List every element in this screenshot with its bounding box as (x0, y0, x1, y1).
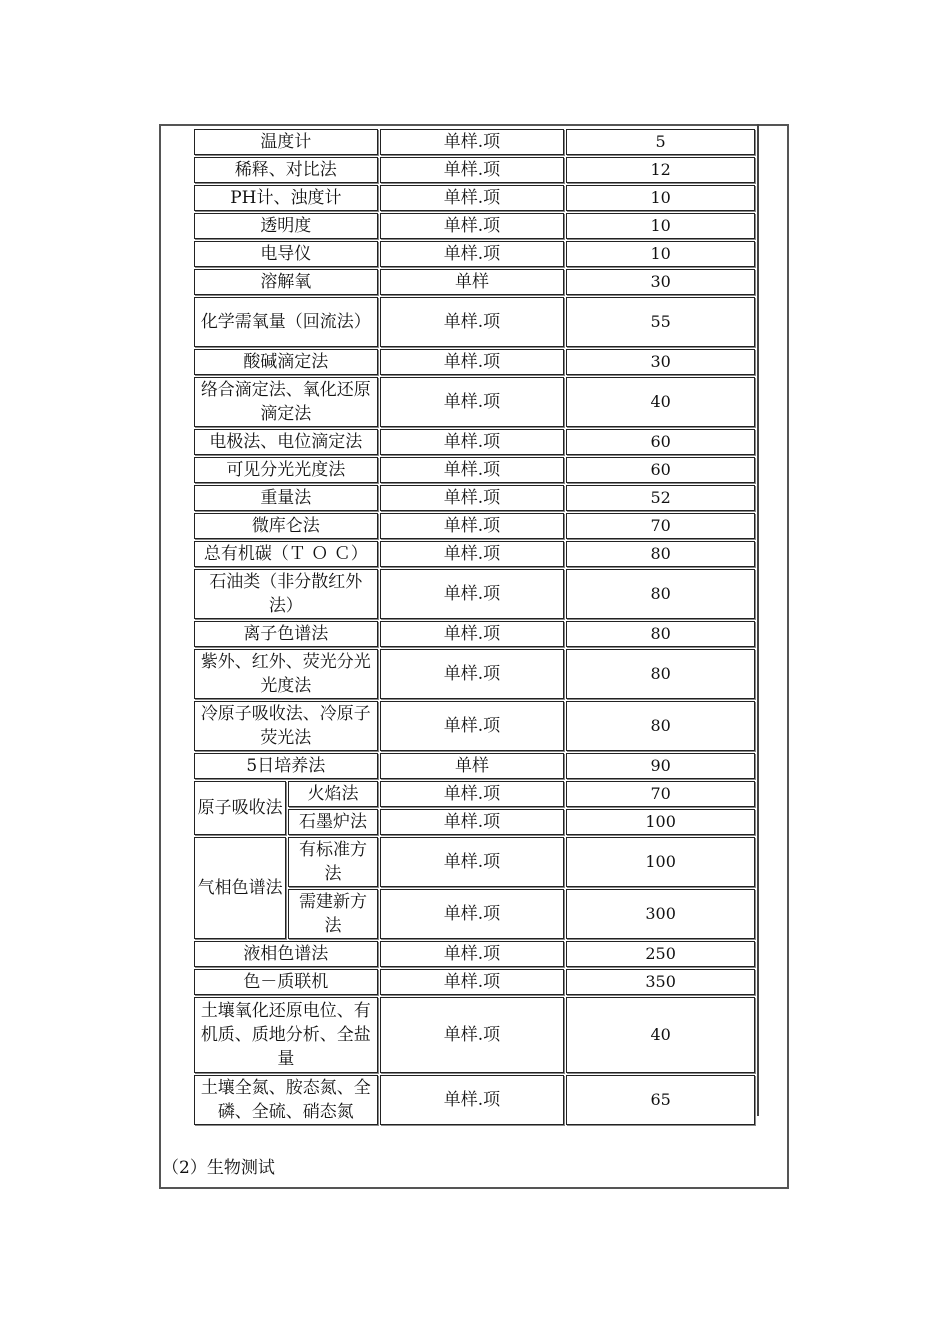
unit-cell: 单样.项 (380, 837, 565, 887)
table-row (194, 297, 755, 347)
unit-cell: 单样.项 (380, 241, 565, 267)
price-cell: 60 (566, 429, 755, 455)
method-cell: 土壤全氮、胺态氮、全磷、全硫、硝态氮 (194, 1075, 378, 1125)
unit-cell: 单样.项 (380, 649, 565, 699)
section-heading: （2）生物测试 (162, 1158, 275, 1178)
table-row (194, 649, 755, 699)
table-row (194, 377, 755, 427)
price-cell: 80 (566, 621, 755, 647)
unit-cell: 单样.项 (380, 485, 565, 511)
unit-cell: 单样.项 (380, 889, 565, 939)
group-cell: 气相色谱法 (194, 837, 286, 939)
table-row (194, 457, 755, 483)
price-cell: 30 (566, 269, 755, 295)
price-cell: 80 (566, 701, 755, 751)
method-cell: 透明度 (194, 213, 378, 239)
unit-cell: 单样.项 (380, 185, 565, 211)
method-cell: 紫外、红外、荧光分光光度法 (194, 649, 378, 699)
table-row (194, 541, 755, 567)
price-cell: 5 (566, 129, 755, 155)
method-cell: 离子色谱法 (194, 621, 378, 647)
table-row (194, 213, 755, 239)
unit-cell: 单样.项 (380, 541, 565, 567)
method-cell: 温度计 (194, 129, 378, 155)
method-cell: 土壤氧化还原电位、有机质、质地分析、全盐量 (194, 997, 378, 1073)
table-row (194, 269, 755, 295)
unit-cell: 单样.项 (380, 349, 565, 375)
table-row (194, 969, 755, 995)
price-cell: 55 (566, 297, 755, 347)
unit-cell: 单样.项 (380, 377, 565, 427)
unit-cell: 单样.项 (380, 129, 565, 155)
unit-cell: 单样.项 (380, 1075, 565, 1125)
unit-cell: 单样.项 (380, 969, 565, 995)
price-cell: 250 (566, 941, 755, 967)
price-cell: 12 (566, 157, 755, 183)
method-cell: 色－质联机 (194, 969, 378, 995)
price-cell: 80 (566, 649, 755, 699)
unit-cell: 单样.项 (380, 621, 565, 647)
table-row (194, 485, 755, 511)
unit-cell: 单样.项 (380, 781, 565, 807)
table-row (194, 429, 755, 455)
table-row (194, 781, 755, 807)
price-cell: 65 (566, 1075, 755, 1125)
method-cell: 稀释、对比法 (194, 157, 378, 183)
price-cell: 90 (566, 753, 755, 779)
unit-cell: 单样.项 (380, 297, 565, 347)
unit-cell: 单样.项 (380, 513, 565, 539)
table-row (194, 185, 755, 211)
price-cell: 10 (566, 185, 755, 211)
table-row (194, 837, 755, 887)
method-cell: 酸碱滴定法 (194, 349, 378, 375)
price-cell: 300 (566, 889, 755, 939)
price-cell: 100 (566, 837, 755, 887)
method-cell: 溶解氧 (194, 269, 378, 295)
price-cell: 100 (566, 809, 755, 835)
method-cell: 络合滴定法、氧化还原滴定法 (194, 377, 378, 427)
method-cell: 化学需氧量（回流法） (194, 297, 378, 347)
table-row (194, 941, 755, 967)
method-cell: PH计、浊度计 (194, 185, 378, 211)
method-cell: 石墨炉法 (288, 809, 377, 835)
unit-cell: 单样.项 (380, 213, 565, 239)
table-right-rule (757, 124, 759, 1116)
table-row (194, 157, 755, 183)
table-row (194, 701, 755, 751)
method-cell: 冷原子吸收法、冷原子荧光法 (194, 701, 378, 751)
method-cell: 总有机碳（Ｔ Ｏ Ｃ） (194, 541, 378, 567)
group-cell: 原子吸收法 (194, 781, 286, 835)
method-cell: 电极法、电位滴定法 (194, 429, 378, 455)
unit-cell: 单样.项 (380, 941, 565, 967)
table-row (194, 621, 755, 647)
unit-cell: 单样.项 (380, 997, 565, 1073)
method-cell: 电导仪 (194, 241, 378, 267)
table-row (194, 129, 755, 155)
table-row (194, 997, 755, 1073)
method-cell: 石油类（非分散红外法） (194, 569, 378, 619)
price-cell: 80 (566, 541, 755, 567)
method-cell: 有标准方法 (288, 837, 377, 887)
method-cell: 需建新方法 (288, 889, 377, 939)
table-row (194, 513, 755, 539)
price-cell: 10 (566, 213, 755, 239)
unit-cell: 单样.项 (380, 457, 565, 483)
price-cell: 60 (566, 457, 755, 483)
table-row (194, 349, 755, 375)
method-cell: 液相色谱法 (194, 941, 378, 967)
price-cell: 40 (566, 997, 755, 1073)
price-cell: 10 (566, 241, 755, 267)
method-cell: 重量法 (194, 485, 378, 511)
table-row (194, 753, 755, 779)
method-cell: 火焰法 (288, 781, 377, 807)
unit-cell: 单样 (380, 269, 565, 295)
price-cell: 52 (566, 485, 755, 511)
price-cell: 30 (566, 349, 755, 375)
unit-cell: 单样.项 (380, 809, 565, 835)
table-row (194, 1075, 755, 1125)
unit-cell: 单样.项 (380, 569, 565, 619)
unit-cell: 单样.项 (380, 157, 565, 183)
price-cell: 70 (566, 513, 755, 539)
method-cell: 5日培养法 (194, 753, 378, 779)
method-cell: 可见分光光度法 (194, 457, 378, 483)
table-row (194, 569, 755, 619)
method-cell: 微库仑法 (194, 513, 378, 539)
price-cell: 350 (566, 969, 755, 995)
table-row (194, 241, 755, 267)
price-cell: 40 (566, 377, 755, 427)
unit-cell: 单样.项 (380, 701, 565, 751)
unit-cell: 单样.项 (380, 429, 565, 455)
unit-cell: 单样 (380, 753, 565, 779)
fee-table (192, 127, 757, 1127)
price-cell: 70 (566, 781, 755, 807)
price-cell: 80 (566, 569, 755, 619)
